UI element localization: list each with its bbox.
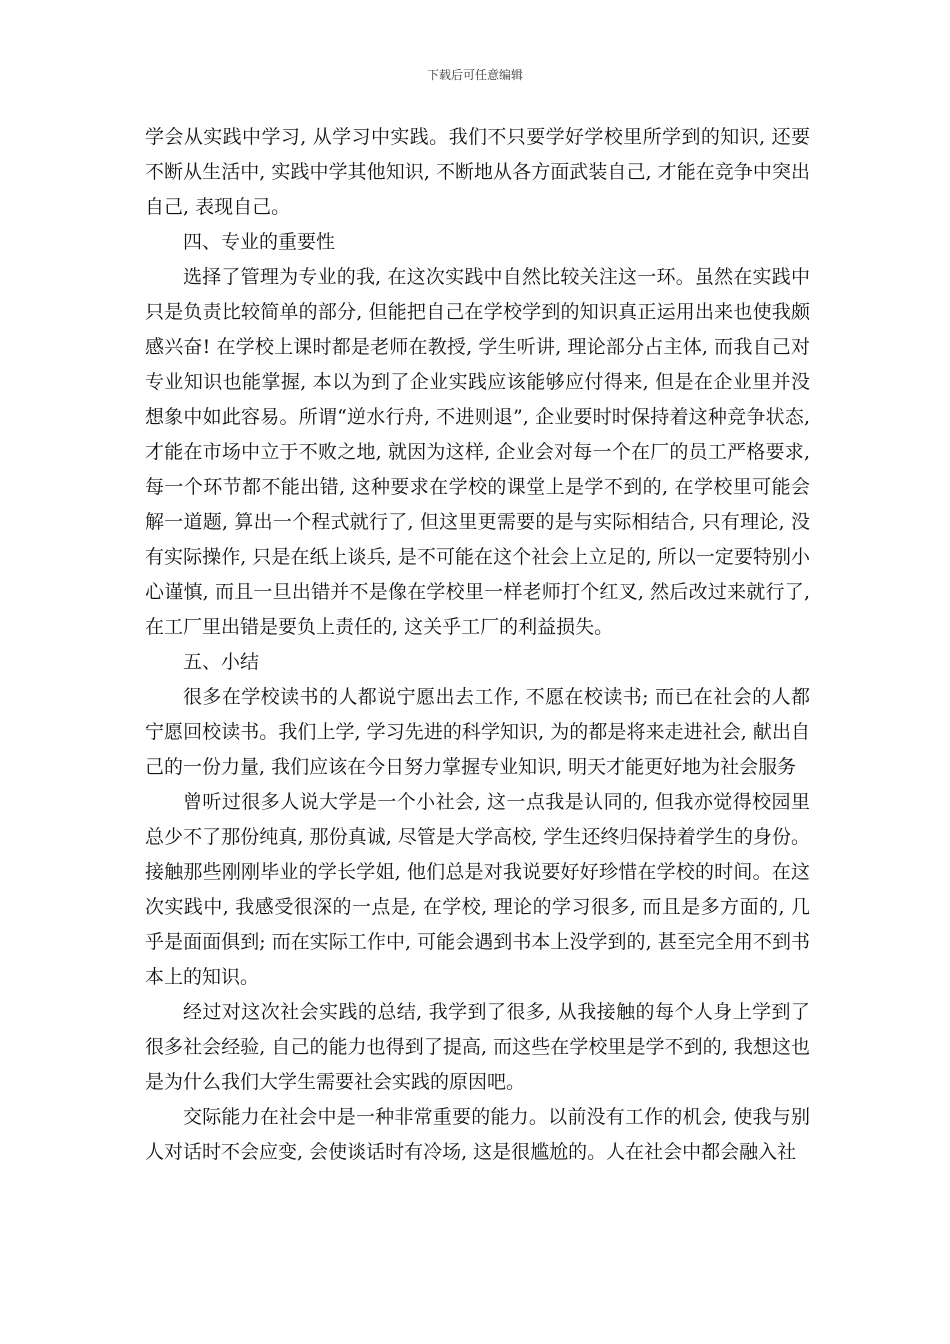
paragraph: 学会从实践中学习, 从学习中实践。我们不只要学好学校里所学到的知识, 还要不断从生活中, 实践中学其他知识, 不断地从各方面武装自己, 才能在竞争中突出自己, 表现自己。 <box>145 126 810 218</box>
paragraph: 交际能力在社会中是一种非常重要的能力。以前没有工作的机会, 使我与别人对话时不会应变, 会使谈话时有冷场, 这是很尴尬的。人在社会中都会融入社 <box>145 1106 810 1163</box>
section-heading: 四、专业的重要性 <box>183 231 336 253</box>
section-heading: 五、小结 <box>183 651 260 673</box>
document-body <box>145 120 810 1170</box>
paragraph: 经过对这次社会实践的总结, 我学到了很多, 从我接触的每个人身上学到了很多社会经验, 自己的能力也得到了提高, 而这些在学校里是学不到的, 我想这也是为什么我们大学生需要社会实践的原因吧。 <box>145 1001 810 1093</box>
page-header: 下载后可任意编辑 <box>426 68 523 82</box>
paragraph: 曾听过很多人说大学是一个小社会, 这一点我是认同的, 但我亦觉得校园里总少不了那份纯真, 那份真诚, 尽管是大学高校, 学生还终归保持着学生的身份。接触那些刚刚毕业的学长学姐, 他们总是对我说要好好珍惜在学校的时间。在这次实践中, 我感受很深的一点是, 在学校, 理论的学习很多, 而且是多方面的, 几乎是面面俱到; 而在实际工作中, 可能会遇到书本上没学到的, 甚至完全用不到书本上的知识。 <box>145 791 810 988</box>
paragraph: 选择了管理为专业的我, 在这次实践中自然比较关注这一环。虽然在实践中只是负责比较简单的部分, 但能把自己在学校学到的知识真正运用出来也使我颇感兴奋! 在学校上课时都是老师在教授, 学生听讲, 理论部分占主体, 而我自己对专业知识也能掌握, 本以为到了企业实践应该能够应付得来, 但是在企业里并没想象中如此容易。所谓“逆水行舟, 不进则退”, 企业要时时保持着这种竞争状态, 才能在市场中立于不败之地, 就因为这样, 企业会对每一个在厂的员工严格要求, 每一个环节都不能出错, 这种要求在学校的课堂上是学不到的, 在学校里可能会解一道题, 算出一个程式就行了, 但这里更需要的是与实际相结合, 只有理论, 没有实际操作, 只是在纸上谈兵, 是不可能在这个社会上立足的, 所以一定要特别小心谨慎, 而且一旦出错并不是像在学校里一样老师打个红叉, 然后改过来就行了, 在工厂里出错是要负上责任的, 这关乎工厂的利益损失。 <box>145 266 810 638</box>
paragraph: 很多在学校读书的人都说宁愿出去工作, 不愿在校读书; 而已在社会的人都宁愿回校读书。我们上学, 学习先进的科学知识, 为的都是将来走进社会, 献出自己的一份力量, 我们应该在今日努力掌握专业知识, 明天才能更好地为社会服务 <box>145 686 810 778</box>
